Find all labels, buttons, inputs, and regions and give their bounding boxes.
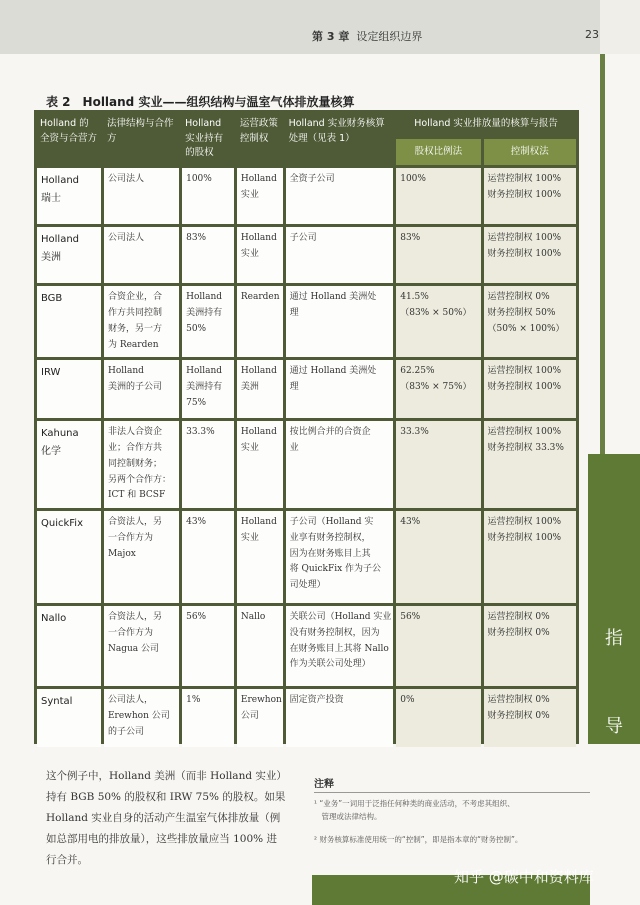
- cell-line: 化学: [41, 445, 61, 457]
- cell-line: Nagua 公司: [107, 643, 159, 654]
- cell-line: 0%: [400, 695, 415, 706]
- equity-share-cell: [396, 286, 480, 357]
- cell-line: 子公司（Holland 实: [289, 517, 374, 528]
- chapter-title: 设定组织边界: [356, 30, 423, 43]
- cell-line: 一合作方为: [107, 532, 153, 543]
- entity-cell: [37, 360, 101, 418]
- subheader-equity-share: 股权比例法: [396, 139, 480, 166]
- equity-held-cell: [182, 511, 234, 603]
- notes-title: 注释: [314, 779, 334, 790]
- cell-line: 运营控制权 100%: [487, 366, 562, 377]
- cell-line: 美洲持有: [186, 382, 223, 393]
- subheader-control-approach: 控制权法: [484, 139, 577, 166]
- cell-line: 美洲持有: [186, 308, 223, 319]
- cell-line: 实业: [240, 532, 259, 543]
- cell-line: 关联公司（Holland 实业: [289, 612, 392, 623]
- control-approach-cell: [484, 421, 577, 508]
- legal-structure-cell: [104, 421, 179, 508]
- cell-line: 合资企业，合: [107, 292, 162, 303]
- entity-cell: [37, 227, 101, 283]
- entity-cell: [37, 606, 101, 686]
- cell-line: 财务控制权 100%: [487, 532, 562, 543]
- cell-line: 通过 Holland 美洲处: [289, 292, 377, 303]
- cell-line: 理: [289, 308, 299, 319]
- cell-line: 作方共同控制: [107, 308, 162, 319]
- cell-line: 公司法人: [107, 174, 144, 185]
- cell-line: （83% × 50%）: [400, 308, 472, 319]
- side-tab-char: 导: [605, 716, 623, 737]
- header-bar-corner: [600, 0, 640, 54]
- policy-control-cell: [237, 286, 283, 357]
- cell-line: Erewhon: [240, 695, 282, 706]
- cell-line: 另两个合作方：: [107, 474, 171, 485]
- legal-structure-cell: [104, 227, 179, 283]
- body-line: 如总部用电的排放量），这些排放量应当 100% 进: [46, 833, 277, 845]
- equity-held-cell: [182, 689, 234, 747]
- cell-line: Holland: [240, 366, 277, 377]
- accounting-treatment-cell: [286, 689, 394, 747]
- cell-line: 通过 Holland 美洲处: [289, 366, 377, 377]
- cell-line: 56%: [400, 612, 421, 623]
- cell-line: 运营控制权 100%: [487, 427, 562, 438]
- emissions-table: [34, 110, 579, 744]
- cell-line: 美洲: [41, 251, 61, 263]
- cell-line: 财务控制权 33.3%: [487, 443, 564, 454]
- cell-line: 财务，另一方: [107, 323, 162, 334]
- table-row: [37, 421, 576, 508]
- cell-line: Kahuna: [41, 428, 79, 440]
- cell-line: Holland: [186, 366, 223, 377]
- cell-line: Erewhon 公司: [107, 710, 170, 721]
- cell-line: 财务控制权 100%: [487, 249, 562, 260]
- equity-held-cell: [182, 168, 234, 224]
- equity-share-cell: [396, 689, 480, 747]
- entity-cell: [37, 168, 101, 224]
- cell-line: 财务控制权 50%: [487, 308, 556, 319]
- col-header-entity: Holland 的全资与合营方: [37, 113, 101, 165]
- col-header-legal: 法律结构与合作方: [104, 113, 179, 165]
- cell-line: 运营控制权 0%: [487, 695, 550, 706]
- accounting-treatment-cell: [286, 360, 394, 418]
- cell-line: BGB: [41, 293, 63, 305]
- note-item: [314, 797, 590, 823]
- cell-line: 1%: [186, 695, 201, 706]
- accounting-treatment-cell: [286, 286, 394, 357]
- accounting-treatment-cell: [286, 511, 394, 603]
- header-bar: [0, 0, 600, 54]
- policy-control-cell: [237, 511, 283, 603]
- cell-line: 公司法人: [107, 233, 144, 244]
- cell-line: 美洲的子公司: [107, 382, 162, 393]
- accounting-treatment-cell: [286, 227, 394, 283]
- cell-line: Holland: [240, 233, 277, 244]
- cell-line: 一合作方为: [107, 627, 153, 638]
- cell-line: 财务控制权 100%: [487, 190, 562, 201]
- cell-line: 财务控制权 0%: [487, 710, 550, 721]
- equity-held-cell: [182, 286, 234, 357]
- control-approach-cell: [484, 286, 577, 357]
- control-approach-cell: [484, 606, 577, 686]
- equity-share-cell: [396, 360, 480, 418]
- cell-line: 33.3%: [186, 427, 215, 438]
- table-row: [37, 689, 576, 747]
- policy-control-cell: [237, 689, 283, 747]
- chapter-number: 第 3 章: [312, 30, 350, 43]
- policy-control-cell: [237, 421, 283, 508]
- entity-cell: [37, 421, 101, 508]
- table-row: [37, 227, 576, 283]
- control-approach-cell: [484, 227, 577, 283]
- side-tab: [588, 454, 640, 744]
- cell-line: 运营控制权 100%: [487, 517, 562, 528]
- cell-line: 运营控制权 100%: [487, 174, 562, 185]
- cell-line: 实业: [240, 249, 259, 260]
- cell-line: 实业: [240, 190, 259, 201]
- table-row: [37, 511, 576, 603]
- table-row: [37, 168, 576, 224]
- equity-held-cell: [182, 421, 234, 508]
- table-caption: 表 2 Holland 实业——组织结构与温室气体排放量核算: [46, 95, 355, 109]
- page-number: 23: [585, 28, 599, 41]
- control-approach-cell: [484, 360, 577, 418]
- cell-line: 美洲: [240, 382, 259, 393]
- cell-line: 合资法人，另: [107, 612, 162, 623]
- chapter-heading: [312, 28, 422, 44]
- equity-share-cell: [396, 511, 480, 603]
- table-row: [37, 360, 576, 418]
- col-header-reporting: Holland 实业排放量的核算与报告: [396, 113, 576, 136]
- cell-line: 业享有财务控制权，: [289, 532, 371, 543]
- control-approach-cell: [484, 168, 577, 224]
- cell-line: 司处理）: [289, 580, 326, 591]
- cell-line: 83%: [186, 233, 207, 244]
- accounting-treatment-cell: [286, 606, 394, 686]
- cell-line: 33.3%: [400, 427, 429, 438]
- cell-line: 41.5%: [400, 292, 429, 303]
- cell-line: 43%: [400, 517, 421, 528]
- body-line: Holland 实业自身的活动产生温室气体排放量（例: [46, 812, 281, 824]
- policy-control-cell: [237, 606, 283, 686]
- control-approach-cell: [484, 511, 577, 603]
- cell-line: 将 QuickFix 作为子公: [289, 564, 382, 575]
- watermark: 知乎 @碳中和资料库: [454, 868, 594, 886]
- cell-line: 83%: [400, 233, 421, 244]
- policy-control-cell: [237, 227, 283, 283]
- equity-held-cell: [182, 227, 234, 283]
- cell-line: Holland: [107, 366, 144, 377]
- cell-line: 财务控制权 100%: [487, 382, 562, 393]
- legal-structure-cell: [104, 360, 179, 418]
- cell-line: 公司法人，: [107, 695, 153, 706]
- cell-line: Holland: [41, 175, 80, 187]
- equity-held-cell: [182, 606, 234, 686]
- table-row: [37, 286, 576, 357]
- cell-line: QuickFix: [41, 518, 83, 530]
- legal-structure-cell: [104, 606, 179, 686]
- cell-line: 公司: [240, 710, 259, 721]
- col-header-equity: Holland 实业持有的股权: [182, 113, 234, 165]
- cell-line: 为 Rearden: [107, 339, 159, 350]
- legal-structure-cell: [104, 286, 179, 357]
- cell-line: 运营控制权 100%: [487, 233, 562, 244]
- cell-line: 业: [289, 443, 299, 454]
- cell-line: 子公司: [289, 233, 317, 244]
- equity-share-cell: [396, 606, 480, 686]
- policy-control-cell: [237, 360, 283, 418]
- margin-strip: [600, 54, 605, 454]
- equity-share-cell: [396, 421, 480, 508]
- note-item: [314, 833, 590, 846]
- cell-line: 在财务账目上其将 Nallo: [289, 643, 389, 654]
- cell-line: 固定资产投资: [289, 695, 344, 706]
- equity-share-cell: [396, 227, 480, 283]
- cell-line: 全资子公司: [289, 174, 335, 185]
- cell-line: （83% × 75%）: [400, 382, 472, 393]
- cell-line: 业；合作方共: [107, 443, 162, 454]
- cell-line: Majox: [107, 548, 136, 559]
- cell-line: Holland: [240, 517, 277, 528]
- cell-line: 合资法人，另: [107, 517, 162, 528]
- equity-share-cell: [396, 168, 480, 224]
- cell-line: ICT 和 BCSF: [107, 490, 166, 501]
- accounting-treatment-cell: [286, 168, 394, 224]
- body-line: 行合并。: [46, 854, 88, 866]
- cell-line: Rearden: [240, 292, 280, 303]
- legal-structure-cell: [104, 689, 179, 747]
- cell-line: 因为在财务账目上其: [289, 548, 371, 559]
- policy-control-cell: [237, 168, 283, 224]
- note-line: ¹ “业务”一词用于泛指任何种类的商业活动，不考虑其组织、: [314, 799, 515, 808]
- col-header-control: 运营政策控制权: [237, 113, 283, 165]
- cell-line: Holland: [186, 292, 223, 303]
- cell-line: 瑞士: [41, 192, 61, 204]
- table-row: [37, 606, 576, 686]
- cell-line: 100%: [400, 174, 426, 185]
- cell-line: Nallo: [41, 613, 67, 625]
- cell-line: Holland: [240, 174, 277, 185]
- cell-line: 100%: [186, 174, 212, 185]
- cell-line: 56%: [186, 612, 207, 623]
- cell-line: 作为关联公司处理）: [289, 659, 371, 670]
- equity-held-cell: [182, 360, 234, 418]
- cell-line: 同控制财务；: [107, 458, 162, 469]
- cell-line: 非法人合资企: [107, 427, 162, 438]
- cell-line: 62.25%: [400, 366, 435, 377]
- cell-line: 50%: [186, 323, 207, 334]
- cell-line: （50% × 100%）: [487, 323, 565, 334]
- cell-line: Holland: [41, 234, 80, 246]
- body-line: 持有 BGB 50% 的股权和 IRW 75% 的股权。如果: [46, 791, 286, 803]
- cell-line: Syntal: [41, 696, 73, 708]
- cell-line: 75%: [186, 397, 207, 408]
- accounting-treatment-cell: [286, 421, 394, 508]
- cell-line: 运营控制权 0%: [487, 612, 550, 623]
- body-paragraph: [46, 766, 306, 871]
- table-body: [37, 168, 576, 747]
- cell-line: 财务控制权 0%: [487, 627, 550, 638]
- cell-line: 的子公司: [107, 726, 144, 737]
- cell-line: Holland: [240, 427, 277, 438]
- cell-line: 没有财务控制权，因为: [289, 627, 380, 638]
- side-tab-char: 指: [605, 628, 623, 649]
- cell-line: 运营控制权 0%: [487, 292, 550, 303]
- notes-divider: [314, 792, 590, 793]
- cell-line: IRW: [41, 367, 61, 379]
- cell-line: 理: [289, 382, 299, 393]
- note-line: ² 财务核算标准使用统一的“控制”，即是指本章的“财务控制”。: [314, 835, 523, 844]
- note-line: 管理或法律结构。: [314, 812, 382, 822]
- legal-structure-cell: [104, 511, 179, 603]
- legal-structure-cell: [104, 168, 179, 224]
- col-header-accounting: Holland 实业财务核算处理（见表 1）: [286, 113, 394, 165]
- cell-line: 实业: [240, 443, 259, 454]
- control-approach-cell: [484, 689, 577, 747]
- cell-line: 按比例合并的合资企: [289, 427, 371, 438]
- entity-cell: [37, 286, 101, 357]
- cell-line: 43%: [186, 517, 207, 528]
- cell-line: Nallo: [240, 612, 266, 623]
- body-line: 这个例子中，Holland 美洲（而非 Holland 实业）: [46, 770, 287, 782]
- entity-cell: [37, 511, 101, 603]
- entity-cell: [37, 689, 101, 747]
